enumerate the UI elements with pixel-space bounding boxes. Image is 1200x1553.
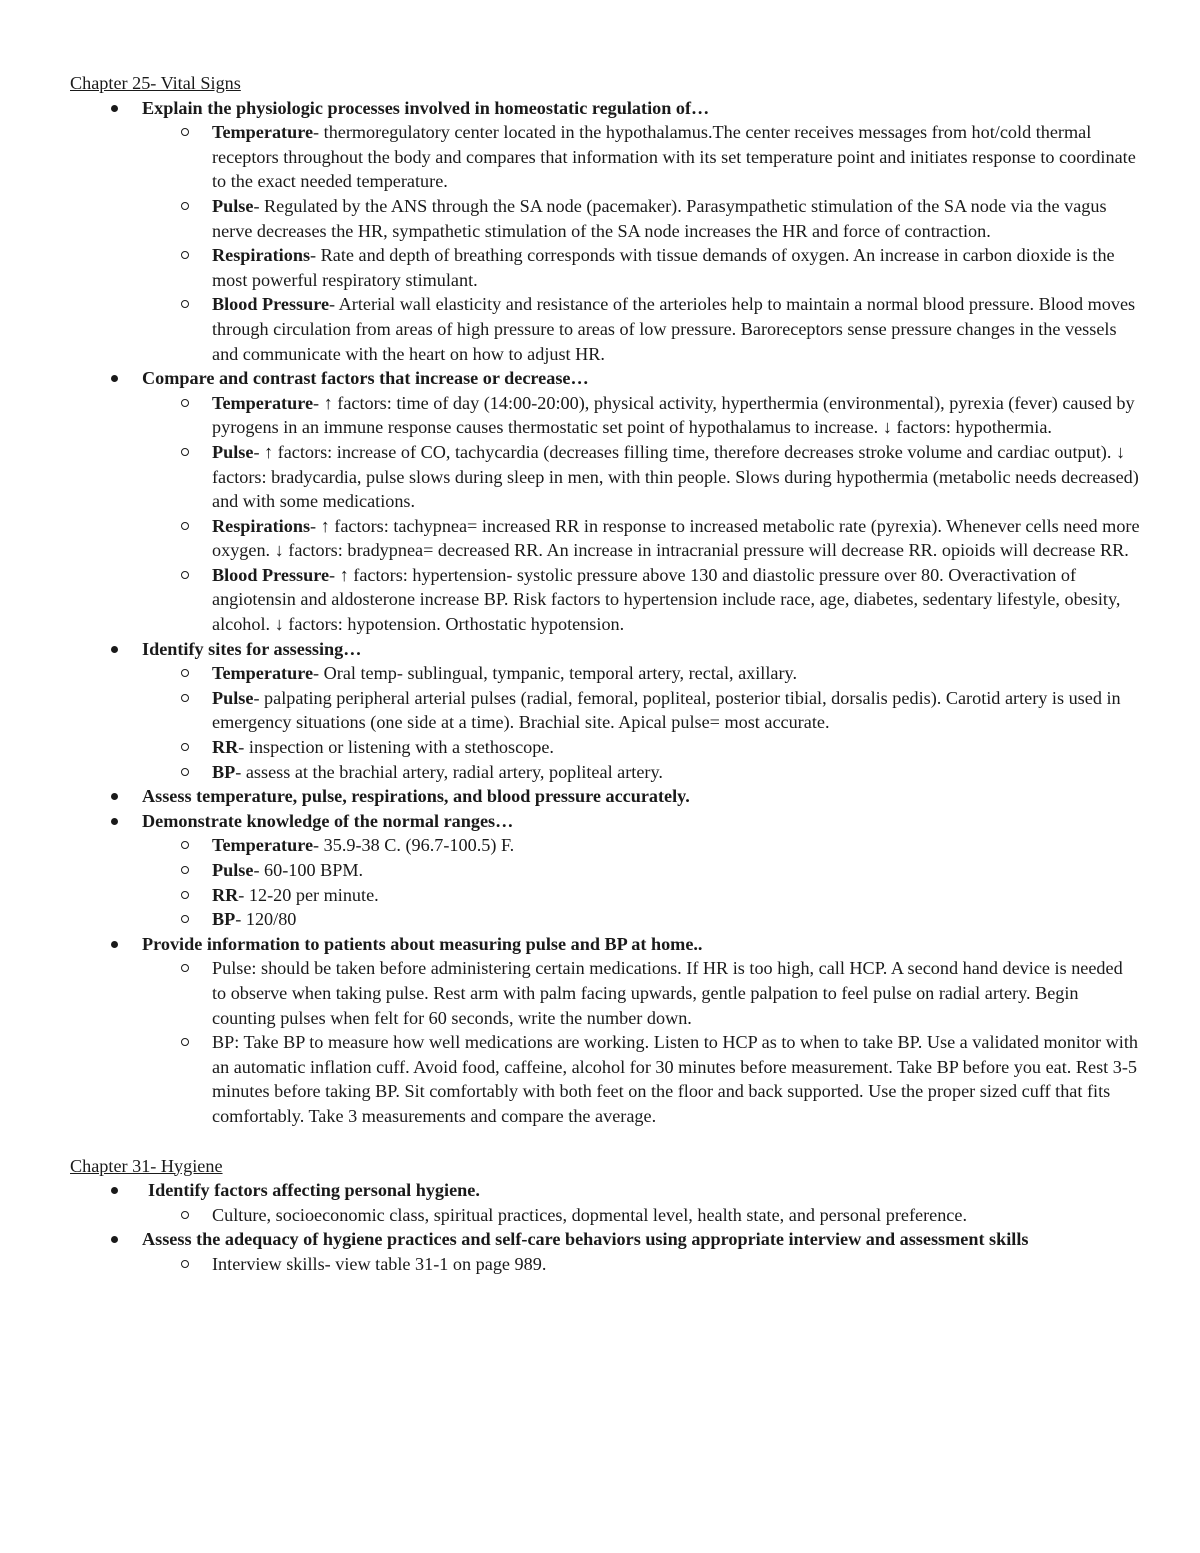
subitem-list bbox=[142, 391, 1140, 637]
section-item bbox=[70, 932, 1140, 1129]
chapter-31 bbox=[70, 1154, 1140, 1277]
subitem-text: - Oral temp- sublingual, tympanic, temporal artery, rectal, axillary. bbox=[313, 663, 798, 684]
subitem-term: Pulse bbox=[212, 860, 254, 880]
section-list bbox=[70, 96, 1140, 1129]
subitem-text: - palpating peripheral arterial pulses (radial, femoral, popliteal, posterior tibial, dorsalis pedis). Carotid artery is used in emergency situations (one side at a time). Brachial site. Apical pulse= most accurate. bbox=[212, 687, 1121, 733]
subitem-term: Respirations bbox=[212, 245, 311, 266]
section-heading: Provide information to patients about measuring pulse and BP at home.. bbox=[142, 933, 703, 954]
section-heading: Identify sites for assessing… bbox=[142, 638, 362, 659]
subitem-term: RR bbox=[212, 737, 239, 758]
subitem-text: - ↑ factors: increase of CO, tachycardia (decreases filling time, therefore decreases stroke volume and cardiac output). ↓ factors: bradycardia, pulse slows during sleep in men, with thin people. Slows during hypothermia (metabolic needs decreased) and with some medications. bbox=[212, 441, 1139, 512]
subitem-list bbox=[142, 956, 1140, 1128]
subitem bbox=[142, 292, 1140, 366]
subitem-text: - ↑ factors: tachypnea= increased RR in response to increased metabolic rate (pyrexia). Whenever cells need more oxygen. ↓ factors: bradypnea= decreased RR. An increase in intracranial pressure will decrease RR. opioids will decrease RR. bbox=[212, 515, 1140, 561]
subitem bbox=[142, 563, 1140, 637]
subitem-text: Pulse: should be taken before administering certain medications. If HR is too high, call HCP. A second hand device is needed to observe when taking pulse. Rest arm with palm facing upwards, gentle palpation to feel pulse on radial artery. Begin counting pulses when felt for 60 seconds, write the number down. bbox=[212, 958, 1123, 1028]
section-heading: Demonstrate knowledge of the normal ranges… bbox=[142, 810, 514, 831]
subitem-term: Temperature bbox=[212, 122, 314, 143]
subitem-text: Interview skills- view table 31-1 on page 989. bbox=[212, 1253, 547, 1274]
section-heading: Assess temperature, pulse, respirations, and blood pressure accurately. bbox=[142, 786, 690, 807]
subitem-text: - assess at the brachial artery, radial artery, popliteal artery. bbox=[235, 761, 663, 782]
section-heading: Explain the physiologic processes involved in homeostatic regulation of… bbox=[142, 97, 710, 118]
section-heading: Identify factors affecting personal hygiene. bbox=[148, 1180, 480, 1201]
subitem-term: Temperature bbox=[212, 392, 314, 413]
subitem bbox=[142, 440, 1140, 514]
subitem-term: Respirations bbox=[212, 515, 311, 536]
section-heading: Compare and contrast factors that increase or decrease… bbox=[142, 368, 589, 389]
subitem-text: BP: Take BP to measure how well medications are working. Listen to HCP as to when to take BP. Use a validated monitor with an automatic inflation cuff. Avoid food, caffeine, alcohol for 30 minutes before measurement. Take BP before you eat. Rest 3-5 minutes before taking BP. Sit comfortably with both feet on the floor and back supported. Use the proper sized cuff that fits comfortably. Take 3 measurements and compare the average. bbox=[212, 1032, 1138, 1126]
section-item bbox=[70, 1227, 1140, 1276]
subitem bbox=[142, 120, 1140, 194]
section-heading: Assess the adequacy of hygiene practices and self-care behaviors using appropriate interview and assessment skills bbox=[142, 1229, 1029, 1250]
subitem-term: RR bbox=[212, 884, 239, 905]
subitem-term: Pulse bbox=[212, 687, 254, 708]
subitem bbox=[142, 760, 1140, 785]
chapter-25 bbox=[70, 71, 1140, 1129]
subitem bbox=[142, 833, 1140, 858]
subitem-text: - 12-20 per minute. bbox=[238, 884, 379, 905]
section-item bbox=[70, 809, 1140, 932]
chapter-title: Chapter 25- Vital Signs bbox=[70, 73, 241, 93]
section-list bbox=[70, 1178, 1140, 1276]
document-body bbox=[70, 71, 1140, 1277]
subitem bbox=[142, 1203, 1140, 1228]
subitem-text: Culture, socioeconomic class, spiritual practices, dopmental level, health state, and personal preference. bbox=[212, 1204, 968, 1225]
subitem bbox=[142, 956, 1140, 1030]
subitem bbox=[142, 391, 1140, 440]
subitem-list bbox=[142, 1203, 1140, 1228]
subitem bbox=[142, 1252, 1140, 1277]
subitem bbox=[142, 661, 1140, 686]
subitem-text: - Rate and depth of breathing corresponds with tissue demands of oxygen. An increase in carbon dioxide is the most powerful respiratory stimulant. bbox=[212, 245, 1115, 290]
section-item bbox=[70, 1178, 1140, 1227]
subitem bbox=[142, 858, 1140, 883]
subitem-term: Blood Pressure bbox=[212, 294, 330, 315]
subitem-text: - Arterial wall elasticity and resistance of the arterioles help to maintain a normal blood pressure. Blood moves through circulation from areas of high pressure to areas of low pressure. Baroreceptors sense pressure changes in the vessels and communicate with the heart on how to adjust HR. bbox=[212, 294, 1136, 364]
subitem bbox=[142, 1030, 1140, 1128]
section-item bbox=[70, 366, 1140, 637]
subitem-text: - ↑ factors: time of day (14:00-20:00), physical activity, hyperthermia (environmental), pyrexia (fever) caused by pyrogens in an immune response causes thermostatic set point of hypothalamus to increase. ↓ factors: hypothermia. bbox=[212, 392, 1135, 438]
subitem-term: BP bbox=[212, 761, 236, 782]
subitem-text: - thermoregulatory center located in the hypothalamus.The center receives messages from hot/cold thermal receptors throughout the body and compares that information with its set temperature point and initiates response to coordinate to the exact needed temperature. bbox=[212, 122, 1136, 192]
subitem-term: BP bbox=[212, 909, 236, 930]
subitem bbox=[142, 194, 1140, 243]
section-item bbox=[70, 637, 1140, 785]
subitem bbox=[142, 243, 1140, 292]
subitem bbox=[142, 907, 1140, 932]
section-item bbox=[70, 96, 1140, 367]
subitem-text: - Regulated by the ANS through the SA node (pacemaker). Parasympathetic stimulation of the SA node via the vagus nerve decreases the HR, sympathetic stimulation of the SA node increases the HR and force of contraction. bbox=[212, 195, 1107, 241]
subitem-text: - 120/80 bbox=[235, 909, 297, 930]
subitem-term: Blood Pressure bbox=[212, 564, 330, 585]
subitem-list bbox=[142, 1252, 1140, 1277]
subitem-term: Temperature bbox=[212, 835, 314, 856]
subitem-term: Temperature bbox=[212, 663, 314, 684]
subitem bbox=[142, 514, 1140, 563]
section-item bbox=[70, 784, 1140, 809]
subitem-term: Pulse bbox=[212, 441, 254, 462]
subitem-term: Pulse bbox=[212, 195, 254, 216]
subitem-list bbox=[142, 661, 1140, 784]
subitem-text: - 35.9-38 C. (96.7-100.5) F. bbox=[313, 835, 515, 856]
subitem-text: - ↑ factors: hypertension- systolic pressure above 130 and diastolic pressure over 80. Overactivation of angiotensin and aldosterone increase BP. Risk factors to hypertension include race, age, diabetes, sedentary lifestyle, obesity, alcohol. ↓ factors: hypotension. Orthostatic hypotension. bbox=[212, 564, 1121, 635]
subitem-list bbox=[142, 120, 1140, 366]
subitem bbox=[142, 686, 1140, 735]
subitem-text: - 60-100 BPM. bbox=[253, 860, 364, 880]
subitem-list bbox=[142, 833, 1140, 931]
subitem bbox=[142, 883, 1140, 908]
spacer bbox=[70, 1129, 1140, 1154]
subitem-text: - inspection or listening with a stethoscope. bbox=[238, 737, 554, 758]
chapter-title: Chapter 31- Hygiene bbox=[70, 1155, 223, 1176]
subitem bbox=[142, 735, 1140, 760]
